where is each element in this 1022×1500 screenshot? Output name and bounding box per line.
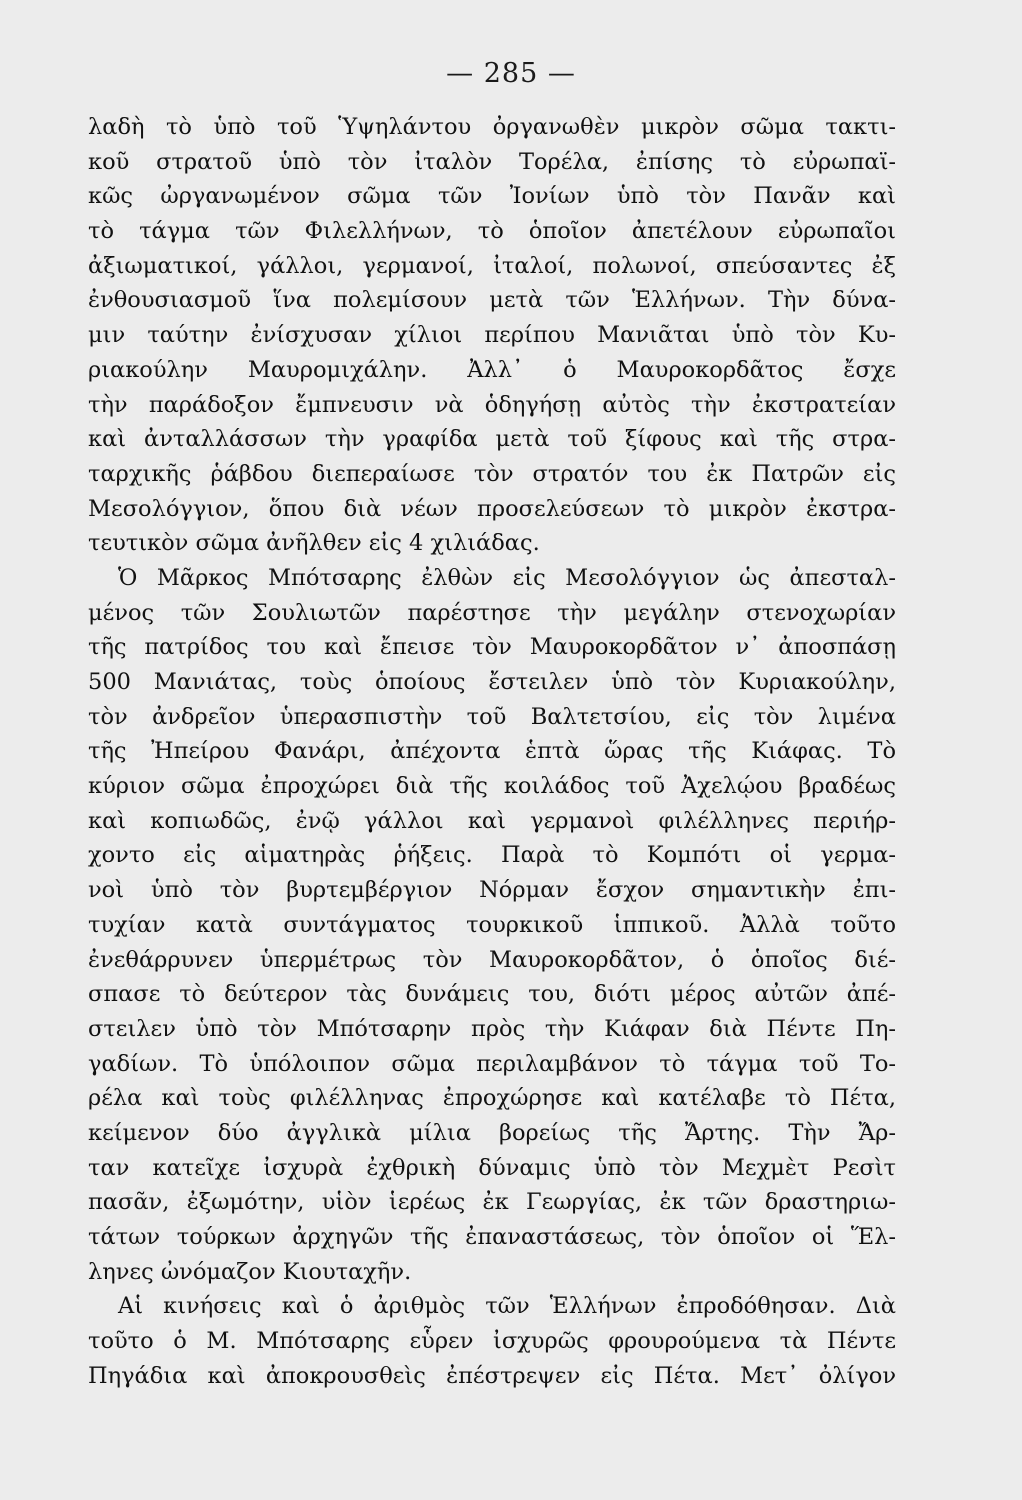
text-line: καὶ ἀνταλλάσσων τὴν γραφίδα μετὰ τοῦ ξίφους καὶ τῆς στρα- (88, 426, 896, 453)
text-line: λαδὴ τὸ ὑπὸ τοῦ Ὑψηλάντου ὀργανωθὲν μικρὸν σῶμα τακτι- (88, 114, 896, 140)
text-line: νοὶ ὑπὸ τὸν βυρτεμβέργιον Νόρμαν ἔσχον σημαντικὴν ἐπι- (88, 877, 896, 904)
text-line: ταν κατεῖχε ἰσχυρὰ ἐχθρικὴ δύναμις ὑπὸ τὸν Μεχμὲτ Ρεσὶτ (88, 1154, 896, 1181)
text-line: τῆς Ἠπείρου Φανάρι, ἀπέχοντα ἑπτὰ ὥρας τῆς Κιάφας. Τὸ (88, 738, 896, 765)
text-line: τάτων τούρκων ἀρχηγῶν τῆς ἐπαναστάσεως, τὸν ὁποῖον οἱ Ἕλ- (88, 1224, 896, 1250)
text-line: κείμενον δύο ἀγγλικὰ μίλια βορείως τῆς Ἄρτης. Τὴν Ἄρ- (88, 1119, 896, 1146)
body-text (88, 110, 896, 1393)
text-line: 500 Μανιάτας, τοὺς ὁποίους ἔστειλεν ὑπὸ τὸν Κυριακούλην, (88, 669, 896, 695)
text-line: πασᾶν, ἐξωμότην, υἱὸν ἱερέως ἐκ Γεωργίας, ἐκ τῶν δραστηριω- (88, 1189, 896, 1216)
text-line: χοντο εἰς αἱματηρὰς ῥήξεις. Παρὰ τὸ Κομπότι οἱ γερμα- (88, 842, 896, 869)
text-line: Μεσολόγγιον, ὅπου διὰ νέων προσελεύσεων τὸ μικρὸν ἐκστρα- (88, 495, 896, 522)
text-line: τὴν παράδοξον ἔμπνευσιν νὰ ὁδηγήσῃ αὐτὸς τὴν ἐκστρατείαν (88, 391, 896, 418)
text-line: ριακούλην Μαυρομιχάλην. Ἀλλ᾽ ὁ Μαυροκορδᾶτος ἔσχε (88, 356, 896, 383)
text-line: ἐνθουσιασμοῦ ἵνα πολεμίσουν μετὰ τῶν Ἑλλήνων. Τὴν δύνα- (88, 287, 896, 314)
text-line: καὶ κοπιωδῶς, ἐνῷ γάλλοι καὶ γερμανοὶ φιλέλληνες περιήρ- (88, 807, 896, 834)
text-line: Πηγάδια καὶ ἀποκρουσθεὶς ἐπέστρεψεν εἰς Πέτα. Μετ᾽ ὀλίγον (88, 1362, 896, 1389)
text-line: σπασε τὸ δεύτερον τὰς δυνάμεις του, διότι μέρος αὐτῶν ἀπέ- (88, 981, 896, 1008)
text-line: τοῦτο ὁ Μ. Μπότσαρης εὗρεν ἰσχυρῶς φρουρούμενα τὰ Πέντε (88, 1328, 896, 1355)
text-line: ρέλα καὶ τοὺς φιλέλληνας ἐπροχώρησε καὶ κατέλαβε τὸ Πέτα, (88, 1085, 896, 1112)
text-line: κῶς ὠργανωμένον σῶμα τῶν Ἰονίων ὑπὸ τὸν Πανᾶν καὶ (88, 183, 896, 210)
text-line: ἐνεθάρρυνεν ὑπερμέτρως τὸν Μαυροκορδᾶτον, ὁ ὁποῖος διέ- (88, 946, 896, 973)
text-line: κοῦ στρατοῦ ὑπὸ τὸν ἰταλὸν Τορέλα, ἐπίσης τὸ εὐρωπαϊ- (88, 148, 896, 175)
text-line: Ὁ Μᾶρκος Μπότσαρης ἐλθὼν εἰς Μεσολόγγιον ὡς ἀπεσταλ- (118, 564, 896, 591)
text-line: κύριον σῶμα ἐπροχώρει διὰ τῆς κοιλάδος τοῦ Ἀχελῴου βραδέως (88, 773, 896, 800)
text-line: στειλεν ὑπὸ τὸν Μπότσαρην πρὸς τὴν Κιάφαν διὰ Πέντε Πη- (88, 1015, 896, 1042)
text-line: ληνες ὠνόμαζον Κιουταχῆν. (88, 1258, 412, 1285)
text-line: τὸν ἀνδρεῖον ὑπερασπιστὴν τοῦ Βαλτετσίου, εἰς τὸν λιμένα (88, 703, 896, 730)
text-line: ταρχικῆς ῥάβδου διεπεραίωσε τὸν στρατόν του ἐκ Πατρῶν εἰς (88, 460, 896, 487)
text-line: Αἱ κινήσεις καὶ ὁ ἀριθμὸς τῶν Ἑλλήνων ἐπροδόθησαν. Διὰ (118, 1293, 896, 1320)
text-line: μιν ταύτην ἐνίσχυσαν χίλιοι περίπου Μανιᾶται ὑπὸ τὸν Κυ- (88, 322, 896, 349)
text-line: γαδίων. Τὸ ὑπόλοιπον σῶμα περιλαμβάνον τὸ τάγμα τοῦ Το- (88, 1050, 896, 1077)
text-line: μένος τῶν Σουλιωτῶν παρέστησε τὴν μεγάλην στενοχωρίαν (88, 599, 896, 626)
text-line: ἀξιωματικοί, γάλλοι, γερμανοί, ἰταλοί, πολωνοί, σπεύσαντες ἐξ (88, 252, 896, 279)
text-line: τὸ τάγμα τῶν Φιλελλήνων, τὸ ὁποῖον ἀπετέλουν εὐρωπαῖοι (88, 218, 896, 245)
text-line: τυχίαν κατὰ συντάγματος τουρκικοῦ ἱππικοῦ. Ἀλλὰ τοῦτο (88, 911, 896, 938)
text-line: τευτικὸν σῶμα ἀνῆλθεν εἰς 4 χιλιάδας. (88, 530, 540, 557)
text-line: τῆς πατρίδος του καὶ ἔπεισε τὸν Μαυροκορδᾶτον ν᾽ ἀποσπάσῃ (88, 634, 896, 661)
page-number: — 285 — (446, 58, 576, 89)
